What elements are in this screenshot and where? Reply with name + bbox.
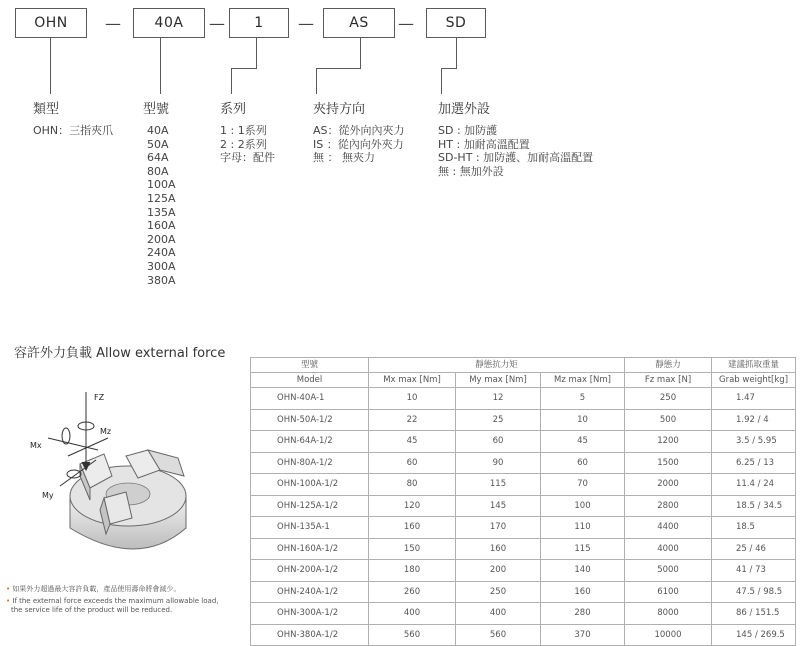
list-item: 2 : 2系列 — [220, 137, 267, 151]
cell-grab-weight: 41 / 73 — [712, 560, 796, 582]
cell-mz: 10 — [541, 409, 625, 431]
label-mz: Mz — [100, 427, 112, 436]
table-row — [251, 560, 796, 582]
connector-line — [456, 38, 457, 68]
table-row — [251, 474, 796, 496]
cell-mx: 10 — [369, 388, 456, 410]
cell-my: 170 — [456, 517, 541, 539]
header-my: My max [Nm] — [456, 373, 541, 388]
cell-mx: 260 — [369, 581, 456, 603]
header-grab-weight-zh: 建議抓取重量 — [712, 358, 796, 373]
cell-mz: 110 — [541, 517, 625, 539]
table-row — [251, 409, 796, 431]
cell-grab-weight: 47.5 / 98.5 — [712, 581, 796, 603]
cell-mz: 5 — [541, 388, 625, 410]
cell-mz: 60 — [541, 452, 625, 474]
cell-my: 60 — [456, 431, 541, 453]
cell-mz: 140 — [541, 560, 625, 582]
cell-fz: 1500 — [625, 452, 712, 474]
list-item: IS ：從內向外夾力 — [313, 137, 404, 151]
cell-model: OHN-64A-1/2 — [251, 431, 369, 453]
connector-line — [441, 68, 442, 94]
cell-my: 12 — [456, 388, 541, 410]
connector-line — [231, 68, 257, 69]
model-list — [147, 124, 176, 287]
note-zh — [6, 585, 180, 594]
cell-fz: 10000 — [625, 624, 712, 646]
cell-mx: 400 — [369, 603, 456, 625]
cell-grab-weight: 25 / 46 — [712, 538, 796, 560]
series-header: 系列 — [220, 102, 247, 117]
cell-grab-weight: 6.25 / 13 — [712, 452, 796, 474]
table-row — [251, 388, 796, 410]
section-title: 容許外力負載 Allow external force — [14, 346, 226, 361]
connector-line — [231, 68, 232, 94]
direction-header: 夾持方向 — [313, 102, 366, 117]
cell-my: 160 — [456, 538, 541, 560]
note-zh-text: 如果外力超過最大容許負載，產品使用壽命將會減少。 — [12, 585, 181, 593]
list-item: SD : 加防護 — [438, 124, 498, 137]
label-my: My — [42, 491, 54, 500]
list-item: 100A — [147, 178, 176, 192]
connector-line — [441, 68, 457, 69]
cell-mz: 100 — [541, 495, 625, 517]
list-item: 240A — [147, 246, 176, 260]
cell-mx: 80 — [369, 474, 456, 496]
cell-fz: 2000 — [625, 474, 712, 496]
force-table — [250, 357, 796, 646]
cell-model: OHN-50A-1/2 — [251, 409, 369, 431]
header-static-force: 靜態力 — [625, 358, 712, 373]
list-item: 字母：配件 — [220, 151, 275, 165]
cell-model: OHN-125A-1/2 — [251, 495, 369, 517]
type-header: 類型 — [33, 102, 60, 117]
table-row — [251, 495, 796, 517]
cell-fz: 500 — [625, 409, 712, 431]
cell-model: OHN-380A-1/2 — [251, 624, 369, 646]
list-item: 50A — [147, 137, 169, 151]
cell-fz: 4400 — [625, 517, 712, 539]
cell-grab-weight: 1.92 / 4 — [712, 409, 796, 431]
option-list — [438, 124, 593, 178]
cell-grab-weight: 86 / 151.5 — [712, 603, 796, 625]
list-item: HT : 加耐高溫配置 — [438, 137, 530, 151]
cell-model: OHN-240A-1/2 — [251, 581, 369, 603]
cell-model: OHN-300A-1/2 — [251, 603, 369, 625]
cell-model: OHN-200A-1/2 — [251, 560, 369, 582]
cell-my: 400 — [456, 603, 541, 625]
list-item: 300A — [147, 259, 176, 273]
code-separator: — — [398, 14, 414, 33]
cell-model: OHN-160A-1/2 — [251, 538, 369, 560]
series-list — [220, 124, 275, 165]
cell-fz: 2800 — [625, 495, 712, 517]
cell-model: OHN-80A-1/2 — [251, 452, 369, 474]
code-separator: — — [105, 14, 121, 33]
list-item: 80A — [147, 164, 169, 178]
cell-mx: 180 — [369, 560, 456, 582]
code-box-option: SD — [426, 8, 486, 38]
connector-line — [360, 38, 361, 68]
header-fz: Fz max [N] — [625, 373, 712, 388]
cell-grab-weight: 11.4 / 24 — [712, 474, 796, 496]
code-separator: — — [298, 14, 314, 33]
list-item: 200A — [147, 232, 176, 246]
cell-model: OHN-135A-1 — [251, 517, 369, 539]
table-row — [251, 624, 796, 646]
note-en — [6, 597, 219, 615]
connector-line — [316, 68, 361, 69]
code-box-series: 1 — [229, 8, 289, 38]
table-row — [251, 538, 796, 560]
cell-model: OHN-100A-1/2 — [251, 474, 369, 496]
bullet-icon: • — [6, 597, 11, 605]
cell-mz: 45 — [541, 431, 625, 453]
cell-mx: 120 — [369, 495, 456, 517]
cell-mx: 60 — [369, 452, 456, 474]
header-model-en: Model — [251, 373, 369, 388]
list-item: SD-HT : 加防護、加耐高溫配置 — [438, 151, 594, 165]
label-mx: Mx — [30, 441, 42, 450]
cell-my: 25 — [456, 409, 541, 431]
list-item: 40A — [147, 124, 169, 137]
cell-grab-weight: 3.5 / 5.95 — [712, 431, 796, 453]
note-en-line-2: the service life of the product will be reduced. — [11, 606, 173, 614]
cell-my: 115 — [456, 474, 541, 496]
cell-mz: 115 — [541, 538, 625, 560]
list-item: OHN：三指夾爪 — [33, 124, 114, 137]
option-header: 加選外設 — [438, 102, 491, 117]
table-row — [251, 431, 796, 453]
cell-fz: 5000 — [625, 560, 712, 582]
direction-list — [313, 124, 405, 165]
list-item: 無 : 無加外設 — [438, 164, 504, 178]
cell-mx: 45 — [369, 431, 456, 453]
header-static-moment: 靜態抗力矩 — [369, 358, 625, 373]
header-mz: Mz max [Nm] — [541, 373, 625, 388]
list-item: 無 ： 無夾力 — [313, 151, 375, 165]
list-item: 1 : 1系列 — [220, 124, 267, 137]
code-separator: — — [209, 14, 225, 33]
table-row — [251, 581, 796, 603]
cell-grab-weight: 1.47 — [712, 388, 796, 410]
cell-model: OHN-40A-1 — [251, 388, 369, 410]
cell-fz: 8000 — [625, 603, 712, 625]
connector-line — [316, 68, 317, 94]
list-item: 135A — [147, 205, 176, 219]
connector-line — [160, 38, 161, 94]
cell-fz: 6100 — [625, 581, 712, 603]
cell-mx: 160 — [369, 517, 456, 539]
cell-my: 200 — [456, 560, 541, 582]
label-fz: FZ — [94, 393, 105, 402]
list-item: 125A — [147, 191, 176, 205]
cell-my: 90 — [456, 452, 541, 474]
model-header: 型號 — [143, 102, 170, 117]
type-list — [33, 124, 113, 138]
cell-mz: 370 — [541, 624, 625, 646]
connector-line — [256, 38, 257, 68]
cell-grab-weight: 18.5 — [712, 517, 796, 539]
cell-grab-weight: 145 / 269.5 — [712, 624, 796, 646]
cell-mz: 280 — [541, 603, 625, 625]
cell-my: 250 — [456, 581, 541, 603]
cell-my: 560 — [456, 624, 541, 646]
cell-grab-weight: 18.5 / 34.5 — [712, 495, 796, 517]
cell-mz: 160 — [541, 581, 625, 603]
table-row — [251, 517, 796, 539]
code-box-model: 40A — [133, 8, 205, 38]
cell-mx: 560 — [369, 624, 456, 646]
header-mx: Mx max [Nm] — [369, 373, 456, 388]
list-item: 380A — [147, 273, 176, 287]
cell-fz: 4000 — [625, 538, 712, 560]
cell-mx: 150 — [369, 538, 456, 560]
table-row — [251, 603, 796, 625]
gripper-force-diagram — [8, 378, 238, 578]
list-item: 160A — [147, 219, 176, 233]
cell-my: 145 — [456, 495, 541, 517]
bullet-icon: • — [6, 585, 11, 593]
list-item: 64A — [147, 151, 169, 165]
cell-mz: 70 — [541, 474, 625, 496]
table-row — [251, 452, 796, 474]
cell-fz: 1200 — [625, 431, 712, 453]
code-box-type: OHN — [15, 8, 87, 38]
header-grab-weight-en: Grab weight[kg] — [712, 373, 796, 388]
list-item: AS：從外向內夾力 — [313, 124, 405, 137]
code-box-direction: AS — [323, 8, 395, 38]
header-model-zh: 型號 — [251, 358, 369, 373]
cell-mx: 22 — [369, 409, 456, 431]
cell-fz: 250 — [625, 388, 712, 410]
note-en-line-1: If the external force exceeds the maximum allowable load, — [12, 597, 219, 605]
connector-line — [50, 38, 51, 94]
